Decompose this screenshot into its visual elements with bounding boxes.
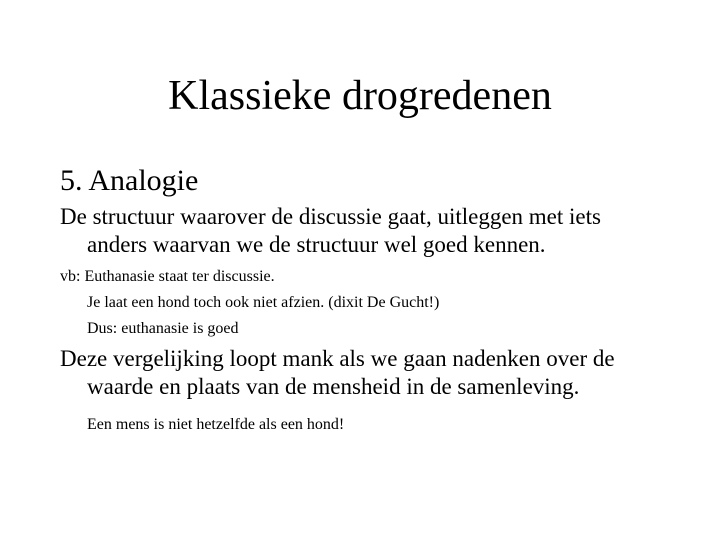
example-line-1: vb: Euthanasie staat ter discussie. — [60, 268, 275, 285]
critique-line-1: Deze vergelijking loopt mank als we gaan nadenken over de — [60, 346, 615, 371]
example-line-3: Dus: euthanasie is goed — [87, 320, 239, 337]
definition-line-1: De structuur waarover de discussie gaat, uitleggen met iets — [60, 204, 601, 229]
critique-line-2: waarde en plaats van de mensheid in de samenleving. — [87, 374, 580, 399]
definition-line-2: anders waarvan we de structuur wel goed kennen. — [87, 232, 546, 257]
example-line-2: Je laat een hond toch ook niet afzien. (dixit De Gucht!) — [87, 294, 440, 311]
critique-paragraph — [60, 345, 690, 401]
example-block — [60, 264, 690, 342]
section-heading: 5. Analogie — [60, 164, 199, 197]
slide-title: Klassieke drogredenen — [168, 73, 552, 119]
definition-paragraph — [60, 203, 690, 259]
conclusion-text: Een mens is niet hetzelfde als een hond! — [87, 416, 345, 433]
